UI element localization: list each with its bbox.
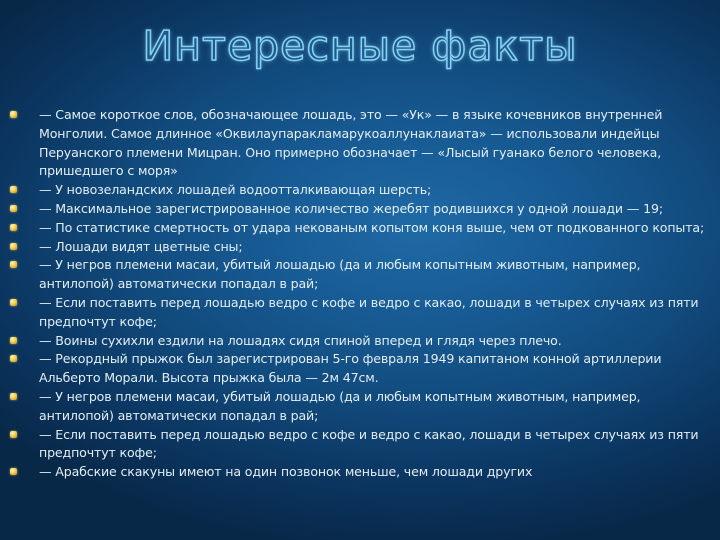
bullet-icon [10,431,17,438]
fact-text: — Самое короткое слов, обозначающее лошадь, это — «Ук» — в языке кочевников внутренней Монголии. Самое длинное «Оквилаупаракламарукоаллунаклаиата» — использовали индейцы Перуанского племени Мицран. Оно примерно обозначает — «Лысый гуанако белого человека, пришедшего с моря» [39,107,663,179]
fact-text: — Если поставить перед лошадью ведро с кофе и ведро с какао, лошади в четырех случаях из пяти предпочтут кофе; [39,426,699,461]
fact-item [10,350,718,388]
fact-text: — По статистике смертность от удара некованым копытом коня выше, чем от подкованного копыта; [39,219,705,235]
fact-text: — Арабские скакуны имеют на один позвонок меньше, чем лошади других [39,464,533,480]
bullet-icon [10,393,17,400]
fact-item [10,106,718,181]
fact-item [10,256,718,294]
fact-text: — Рекордный прыжок был зарегистрирован 5-го февраля 1949 капитаном конной артиллерии Альберто Морали. Высота прыжка была — 2м 47см. [39,351,662,386]
fact-item [10,426,718,464]
fact-item [10,294,718,332]
fact-item [10,388,718,426]
bullet-icon [10,337,17,344]
fact-text: — Воины сухихли ездили на лошадях сидя спиной вперед и глядя через плечо. [39,332,562,348]
bullet-icon [10,355,17,362]
bullet-icon [10,243,17,250]
bullet-icon [10,186,17,193]
fact-item [10,219,718,238]
bullet-icon [10,205,17,212]
bullet-icon [10,468,17,475]
fact-item [10,200,718,219]
bullet-icon [10,299,17,306]
fact-item [10,463,718,482]
fact-text: — Максимальное зарегистрированное количество жеребят родившихся у одной лошади — 19; [39,200,663,216]
fact-text: — У новозеландских лошадей водоотталкивающая шерсть; [39,182,432,198]
fact-text: — Если поставить перед лошадью ведро с кофе и ведро с какао, лошади в четырех случаях из пяти предпочтут кофе; [39,294,699,329]
facts-list [10,106,718,482]
bullet-icon [10,261,17,268]
slide-title: Интересные факты [142,22,578,70]
fact-item [10,332,718,351]
bullet-icon [10,224,17,231]
bullet-icon [10,111,17,118]
fact-item [10,238,718,257]
fact-text: — У негров племени масаи, убитый лошадью (да и любым копытным животным, например, антилопой) автоматически попадал в рай; [39,388,641,423]
fact-text: — У негров племени масаи, убитый лошадью (да и любым копытным животным, например, антилопой) автоматически попадал в рай; [39,257,641,292]
fact-text: — Лошади видят цветные сны; [39,238,243,254]
fact-item [10,181,718,200]
